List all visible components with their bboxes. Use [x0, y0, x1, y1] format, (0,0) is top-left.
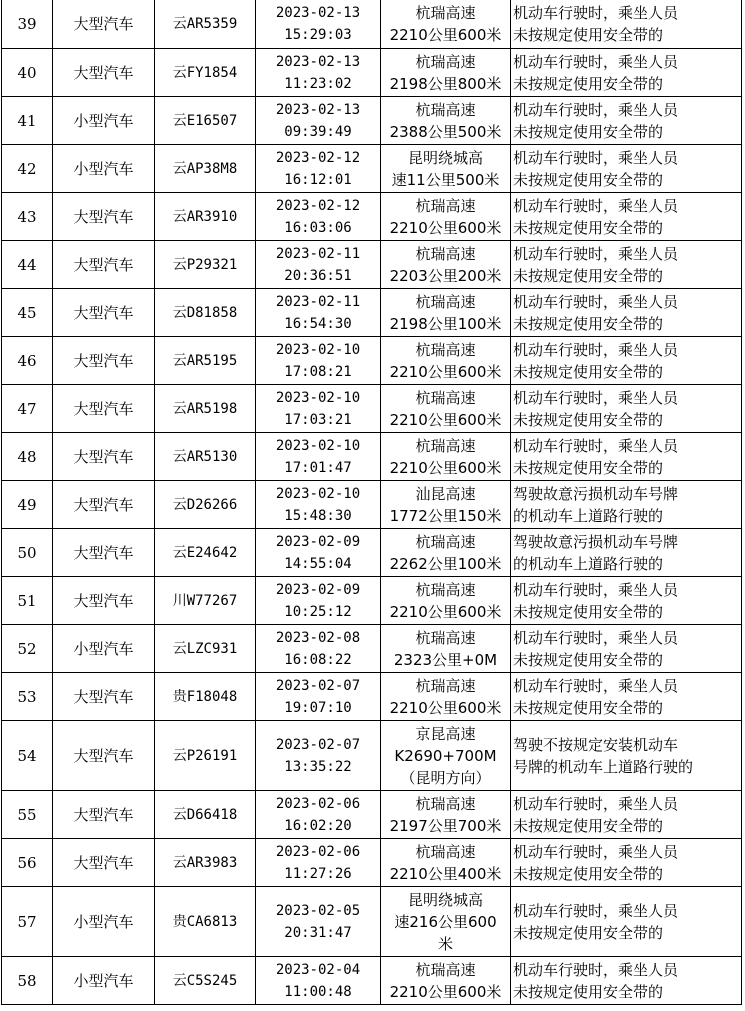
- vehicle-type-cell: 大型汽车: [53, 529, 155, 577]
- violation-date: 2023-02-12: [275, 149, 361, 166]
- vehicle-type-cell: 小型汽车: [53, 145, 155, 193]
- location-line: 2210公里600米: [389, 698, 502, 717]
- reason-line: 机动车行驶时，乘坐人员: [513, 292, 679, 311]
- row-number-cell: 58: [2, 957, 53, 1005]
- violation-time: 10:25:12: [284, 603, 352, 620]
- location-cell: [381, 625, 511, 673]
- row-number-cell: 46: [2, 337, 53, 385]
- plate-number-cell: 云AR5198: [155, 385, 256, 433]
- location-line: （昆明方向）: [400, 768, 491, 787]
- row-number-cell: 44: [2, 241, 53, 289]
- location-line: 杭瑞高速: [415, 676, 476, 695]
- location-line: 杭瑞高速: [415, 580, 476, 599]
- table-row: [2, 193, 742, 241]
- plate-number-cell: 云E24642: [155, 529, 256, 577]
- violation-time: 17:03:21: [284, 411, 352, 428]
- location-line: 2198公里100米: [389, 314, 502, 333]
- row-number-cell: 56: [2, 839, 53, 887]
- plate-number-cell: 贵CA6813: [155, 887, 256, 957]
- datetime-cell: [256, 241, 381, 289]
- row-number-cell: 39: [2, 0, 53, 49]
- location-line: 昆明绕城高: [407, 148, 483, 167]
- reason-line: 未按规定使用安全带的: [513, 864, 664, 883]
- vehicle-type-cell: 小型汽车: [53, 887, 155, 957]
- reason-line: 驾驶故意污损机动车号牌: [513, 532, 679, 551]
- location-line: 2210公里400米: [389, 864, 502, 883]
- reason-line: 机动车行驶时，乘坐人员: [513, 244, 679, 263]
- reason-line: 机动车行驶时，乘坐人员: [513, 842, 679, 861]
- table-row: [2, 721, 742, 791]
- reason-line: 机动车行驶时，乘坐人员: [513, 580, 679, 599]
- location-line: 2210公里600米: [389, 218, 502, 237]
- vehicle-type-cell: 大型汽车: [53, 385, 155, 433]
- violation-time: 19:07:10: [284, 699, 352, 716]
- location-cell: [381, 721, 511, 791]
- location-line: 2197公里700米: [389, 816, 502, 835]
- datetime-cell: [256, 145, 381, 193]
- violation-date: 2023-02-10: [275, 389, 361, 406]
- location-cell: [381, 241, 511, 289]
- vehicle-type-cell: 大型汽车: [53, 241, 155, 289]
- location-line: 米: [437, 934, 453, 953]
- vehicle-type-cell: 大型汽车: [53, 0, 155, 49]
- location-line: 2262公里100米: [389, 554, 502, 573]
- location-cell: [381, 337, 511, 385]
- location-cell: [381, 0, 511, 49]
- row-number-cell: 40: [2, 49, 53, 97]
- location-cell: [381, 97, 511, 145]
- location-line: 京昆高速: [415, 724, 476, 743]
- plate-number-cell: 云AR3910: [155, 193, 256, 241]
- reason-line: 机动车行驶时，乘坐人员: [513, 148, 679, 167]
- reason-line: 未按规定使用安全带的: [513, 982, 664, 1001]
- table-row: [2, 337, 742, 385]
- violation-time: 16:12:01: [284, 171, 352, 188]
- location-line: K2690+700M: [394, 746, 497, 765]
- datetime-cell: [256, 289, 381, 337]
- plate-number-cell: 云D26266: [155, 481, 256, 529]
- table-row: [2, 289, 742, 337]
- row-number-cell: 49: [2, 481, 53, 529]
- row-number-cell: 52: [2, 625, 53, 673]
- reason-line: 的机动车上道路行驶的: [513, 506, 664, 525]
- violation-reason-cell: [511, 337, 742, 385]
- violation-date: 2023-02-12: [275, 197, 361, 214]
- violation-date: 2023-02-04: [275, 961, 361, 978]
- reason-line: 未按规定使用安全带的: [513, 266, 664, 285]
- table-row: [2, 887, 742, 957]
- violation-date: 2023-02-10: [275, 485, 361, 502]
- violation-reason-cell: [511, 97, 742, 145]
- table-row: [2, 241, 742, 289]
- location-cell: [381, 49, 511, 97]
- violation-reason-cell: [511, 241, 742, 289]
- table-row: [2, 791, 742, 839]
- row-number-cell: 48: [2, 433, 53, 481]
- datetime-cell: [256, 957, 381, 1005]
- reason-line: 未按规定使用安全带的: [513, 458, 664, 477]
- datetime-cell: [256, 97, 381, 145]
- location-line: 杭瑞高速: [415, 842, 476, 861]
- violation-reason-cell: [511, 673, 742, 721]
- vehicle-type-cell: 大型汽车: [53, 433, 155, 481]
- violation-reason-cell: [511, 721, 742, 791]
- violation-date: 2023-02-06: [275, 795, 361, 812]
- reason-line: 未按规定使用安全带的: [513, 698, 664, 717]
- violation-date: 2023-02-08: [275, 629, 361, 646]
- location-cell: [381, 673, 511, 721]
- datetime-cell: [256, 0, 381, 49]
- vehicle-type-cell: 大型汽车: [53, 337, 155, 385]
- violation-time: 16:08:22: [284, 651, 352, 668]
- violation-time: 11:27:26: [284, 865, 352, 882]
- violation-time: 11:23:02: [284, 75, 352, 92]
- location-line: 速216公里600: [394, 912, 497, 931]
- violation-date: 2023-02-13: [275, 101, 361, 118]
- reason-line: 的机动车上道路行驶的: [513, 554, 664, 573]
- reason-line: 未按规定使用安全带的: [513, 170, 664, 189]
- table-row: [2, 385, 742, 433]
- violation-time: 20:31:47: [284, 924, 352, 941]
- table-row: [2, 0, 742, 49]
- location-line: 杭瑞高速: [415, 244, 476, 263]
- violation-reason-cell: [511, 577, 742, 625]
- location-line: 杭瑞高速: [415, 532, 476, 551]
- violation-date: 2023-02-07: [275, 736, 361, 753]
- location-cell: [381, 385, 511, 433]
- plate-number-cell: 云AR5130: [155, 433, 256, 481]
- location-line: 杭瑞高速: [415, 960, 476, 979]
- table-row: [2, 839, 742, 887]
- table-row: [2, 577, 742, 625]
- row-number-cell: 42: [2, 145, 53, 193]
- location-line: 2198公里800米: [389, 74, 502, 93]
- plate-number-cell: 云C5S245: [155, 957, 256, 1005]
- vehicle-type-cell: 大型汽车: [53, 289, 155, 337]
- datetime-cell: [256, 193, 381, 241]
- violation-reason-cell: [511, 791, 742, 839]
- location-line: 2210公里600米: [389, 602, 502, 621]
- vehicle-type-cell: 小型汽车: [53, 97, 155, 145]
- reason-line: 驾驶故意污损机动车号牌: [513, 484, 679, 503]
- row-number-cell: 50: [2, 529, 53, 577]
- violation-table: [1, 0, 742, 1005]
- row-number-cell: 51: [2, 577, 53, 625]
- datetime-cell: [256, 839, 381, 887]
- violation-time: 11:00:48: [284, 983, 352, 1000]
- violation-date: 2023-02-06: [275, 843, 361, 860]
- violation-time: 15:48:30: [284, 507, 352, 524]
- reason-line: 未按规定使用安全带的: [513, 362, 664, 381]
- datetime-cell: [256, 337, 381, 385]
- violation-date: 2023-02-10: [275, 437, 361, 454]
- violation-reason-cell: [511, 529, 742, 577]
- vehicle-type-cell: 大型汽车: [53, 193, 155, 241]
- location-line: 杭瑞高速: [415, 292, 476, 311]
- plate-number-cell: 云AR3983: [155, 839, 256, 887]
- location-line: 杭瑞高速: [415, 388, 476, 407]
- reason-line: 机动车行驶时，乘坐人员: [513, 960, 679, 979]
- location-line: 杭瑞高速: [415, 628, 476, 647]
- location-line: 2210公里600米: [389, 26, 502, 44]
- reason-line: 未按规定使用安全带的: [513, 650, 664, 669]
- violation-reason-cell: [511, 625, 742, 673]
- location-line: 2210公里600米: [389, 410, 502, 429]
- violation-reason-cell: [511, 49, 742, 97]
- reason-line: 机动车行驶时，乘坐人员: [513, 676, 679, 695]
- violation-reason-cell: [511, 145, 742, 193]
- violation-time: 14:55:04: [284, 555, 352, 572]
- table-row: [2, 481, 742, 529]
- row-number-cell: 54: [2, 721, 53, 791]
- datetime-cell: [256, 49, 381, 97]
- vehicle-type-cell: 大型汽车: [53, 577, 155, 625]
- reason-line: 机动车行驶时，乘坐人员: [513, 4, 679, 22]
- vehicle-type-cell: 大型汽车: [53, 791, 155, 839]
- reason-line: 未按规定使用安全带的: [513, 26, 664, 44]
- location-cell: [381, 791, 511, 839]
- plate-number-cell: 云LZC931: [155, 625, 256, 673]
- row-number-cell: 55: [2, 791, 53, 839]
- location-cell: [381, 193, 511, 241]
- datetime-cell: [256, 385, 381, 433]
- location-cell: [381, 887, 511, 957]
- table-row: [2, 957, 742, 1005]
- location-line: 2210公里600米: [389, 362, 502, 381]
- violation-time: 17:08:21: [284, 363, 352, 380]
- reason-line: 未按规定使用安全带的: [513, 602, 664, 621]
- datetime-cell: [256, 625, 381, 673]
- violation-date: 2023-02-09: [275, 581, 361, 598]
- violation-time: 15:29:03: [284, 27, 352, 43]
- row-number-cell: 41: [2, 97, 53, 145]
- violation-date: 2023-02-07: [275, 677, 361, 694]
- reason-line: 机动车行驶时，乘坐人员: [513, 388, 679, 407]
- datetime-cell: [256, 481, 381, 529]
- location-line: 2388公里500米: [389, 122, 502, 141]
- reason-line: 机动车行驶时，乘坐人员: [513, 340, 679, 359]
- location-cell: [381, 433, 511, 481]
- reason-line: 驾驶不按规定安装机动车: [513, 735, 679, 754]
- datetime-cell: [256, 721, 381, 791]
- reason-line: 未按规定使用安全带的: [513, 816, 664, 835]
- reason-line: 未按规定使用安全带的: [513, 923, 664, 942]
- location-line: 2323公里+0M: [393, 650, 498, 669]
- reason-line: 机动车行驶时，乘坐人员: [513, 100, 679, 119]
- vehicle-type-cell: 大型汽车: [53, 839, 155, 887]
- violation-reason-cell: [511, 481, 742, 529]
- violation-reason-cell: [511, 0, 742, 49]
- violation-reason-cell: [511, 385, 742, 433]
- reason-line: 未按规定使用安全带的: [513, 314, 664, 333]
- vehicle-type-cell: 小型汽车: [53, 957, 155, 1005]
- reason-line: 机动车行驶时，乘坐人员: [513, 196, 679, 215]
- row-number-cell: 53: [2, 673, 53, 721]
- violation-date: 2023-02-05: [275, 902, 361, 919]
- plate-number-cell: 云E16507: [155, 97, 256, 145]
- datetime-cell: [256, 577, 381, 625]
- reason-line: 机动车行驶时，乘坐人员: [513, 436, 679, 455]
- violation-date: 2023-02-13: [275, 5, 361, 21]
- location-line: 杭瑞高速: [415, 52, 476, 71]
- plate-number-cell: 云AR5195: [155, 337, 256, 385]
- location-line: 杭瑞高速: [415, 436, 476, 455]
- location-line: 汕昆高速: [415, 484, 476, 503]
- violation-time: 13:35:22: [284, 758, 352, 775]
- violation-reason-cell: [511, 839, 742, 887]
- violation-date: 2023-02-11: [275, 245, 361, 262]
- location-cell: [381, 957, 511, 1005]
- datetime-cell: [256, 673, 381, 721]
- location-line: 2203公里200米: [389, 266, 502, 285]
- location-cell: [381, 577, 511, 625]
- location-line: 1772公里150米: [389, 506, 502, 525]
- row-number-cell: 47: [2, 385, 53, 433]
- location-line: 杭瑞高速: [415, 794, 476, 813]
- violation-time: 16:02:20: [284, 817, 352, 834]
- table-row: [2, 97, 742, 145]
- vehicle-type-cell: 大型汽车: [53, 673, 155, 721]
- location-line: 昆明绕城高: [407, 890, 483, 909]
- row-number-cell: 43: [2, 193, 53, 241]
- violation-date: 2023-02-10: [275, 341, 361, 358]
- plate-number-cell: 云P29321: [155, 241, 256, 289]
- location-line: 杭瑞高速: [415, 100, 476, 119]
- table-row: [2, 433, 742, 481]
- violation-reason-cell: [511, 193, 742, 241]
- table-row: [2, 625, 742, 673]
- violation-time: 16:03:06: [284, 219, 352, 236]
- datetime-cell: [256, 433, 381, 481]
- datetime-cell: [256, 887, 381, 957]
- plate-number-cell: 川W77267: [155, 577, 256, 625]
- reason-line: 未按规定使用安全带的: [513, 410, 664, 429]
- location-line: 杭瑞高速: [415, 196, 476, 215]
- plate-number-cell: 云AP38M8: [155, 145, 256, 193]
- table-row: [2, 145, 742, 193]
- plate-number-cell: 云D81858: [155, 289, 256, 337]
- reason-line: 机动车行驶时，乘坐人员: [513, 52, 679, 71]
- row-number-cell: 45: [2, 289, 53, 337]
- reason-line: 机动车行驶时，乘坐人员: [513, 901, 679, 920]
- location-cell: [381, 529, 511, 577]
- location-cell: [381, 289, 511, 337]
- location-cell: [381, 145, 511, 193]
- location-line: 杭瑞高速: [415, 4, 476, 22]
- violation-time: 20:36:51: [284, 267, 352, 284]
- reason-line: 机动车行驶时，乘坐人员: [513, 628, 679, 647]
- violation-time: 17:01:47: [284, 459, 352, 476]
- vehicle-type-cell: 大型汽车: [53, 49, 155, 97]
- violation-date: 2023-02-13: [275, 53, 361, 70]
- reason-line: 未按规定使用安全带的: [513, 74, 664, 93]
- datetime-cell: [256, 791, 381, 839]
- reason-line: 号牌的机动车上道路行驶的: [513, 757, 694, 776]
- violation-reason-cell: [511, 957, 742, 1005]
- plate-number-cell: 贵F18048: [155, 673, 256, 721]
- plate-number-cell: 云FY1854: [155, 49, 256, 97]
- violation-date: 2023-02-09: [275, 533, 361, 550]
- datetime-cell: [256, 529, 381, 577]
- row-number-cell: 57: [2, 887, 53, 957]
- plate-number-cell: 云P26191: [155, 721, 256, 791]
- location-cell: [381, 481, 511, 529]
- reason-line: 机动车行驶时，乘坐人员: [513, 794, 679, 813]
- vehicle-type-cell: 大型汽车: [53, 481, 155, 529]
- table-row: [2, 49, 742, 97]
- violation-time: 09:39:49: [284, 123, 352, 140]
- reason-line: 未按规定使用安全带的: [513, 122, 664, 141]
- location-line: 2210公里600米: [389, 458, 502, 477]
- location-line: 2210公里600米: [389, 982, 502, 1001]
- plate-number-cell: 云AR5359: [155, 0, 256, 49]
- violation-reason-cell: [511, 289, 742, 337]
- location-cell: [381, 839, 511, 887]
- vehicle-type-cell: 大型汽车: [53, 721, 155, 791]
- violation-date: 2023-02-11: [275, 293, 361, 310]
- table-row: [2, 673, 742, 721]
- violation-reason-cell: [511, 433, 742, 481]
- reason-line: 未按规定使用安全带的: [513, 218, 664, 237]
- table-row: [2, 529, 742, 577]
- vehicle-type-cell: 小型汽车: [53, 625, 155, 673]
- violation-time: 16:54:30: [284, 315, 352, 332]
- violation-reason-cell: [511, 887, 742, 957]
- location-line: 杭瑞高速: [415, 340, 476, 359]
- location-line: 速11公里500米: [391, 170, 500, 189]
- plate-number-cell: 云D66418: [155, 791, 256, 839]
